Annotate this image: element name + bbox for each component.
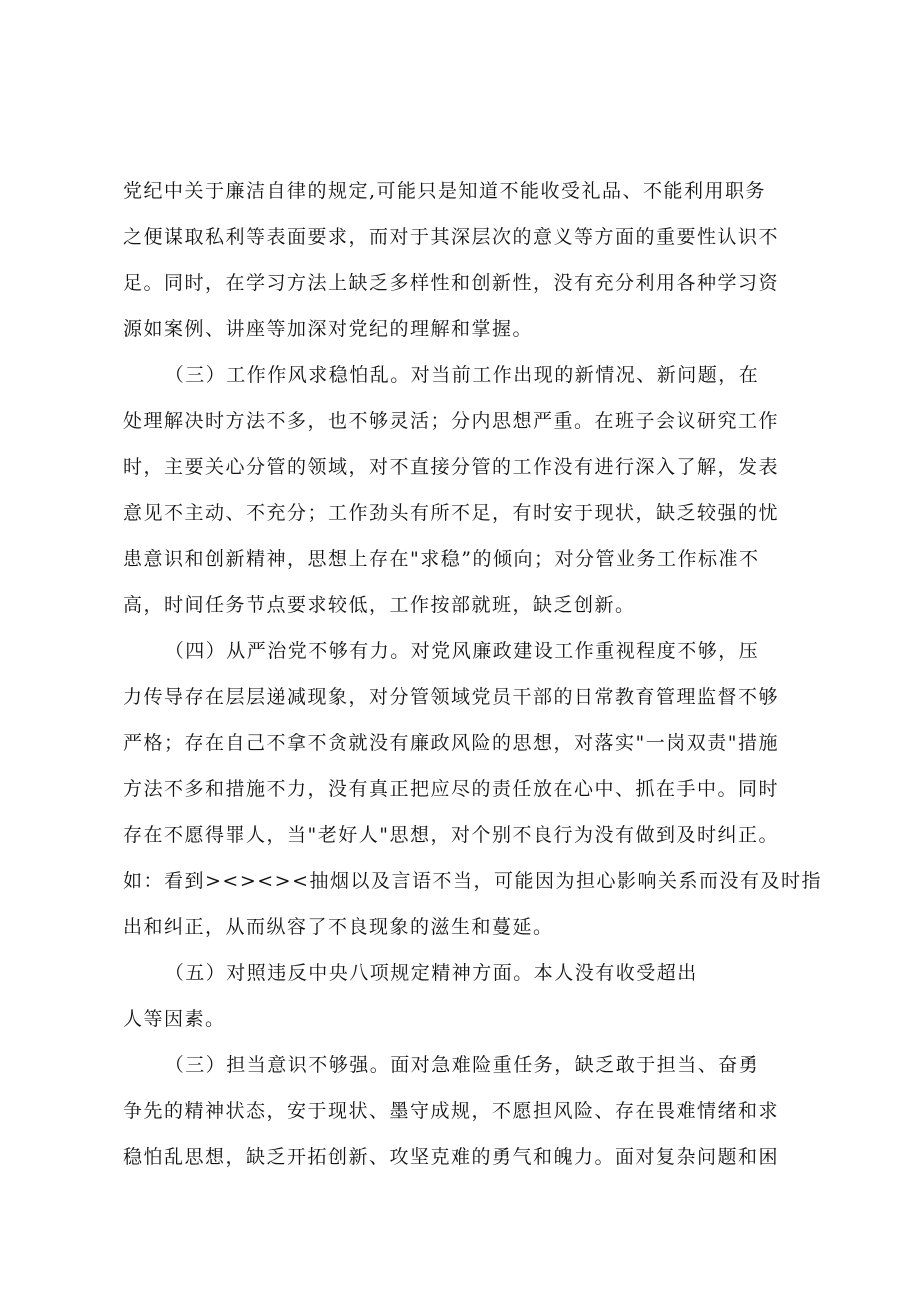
text-line: 方法不多和措施不力，没有真正把应尽的责任放在心中、抓在手中。同时 — [123, 778, 780, 800]
paragraph-eight-regulations — [123, 950, 813, 996]
text-line: 如：看到><><><抽烟以及言语不当，可能因为担心影响关系而没有及时指 — [123, 870, 823, 892]
text-line: 患意识和创新精神，思想上存在"求稳”的倾向；对分管业务工作标准不 — [123, 548, 760, 570]
paragraph-fragment — [123, 996, 813, 1042]
paragraph-work-style — [123, 352, 813, 628]
text-line: （三）工作作风求稳怕乱。对当前工作出现的新情况、新问题，在 — [164, 364, 760, 386]
text-line: 源如案例、讲座等加深对党纪的理解和掌握。 — [123, 318, 534, 340]
text-line: 出和纠正，从而纵容了不良现象的滋生和蔓延。 — [123, 916, 554, 938]
text-line: 存在不愿得罪人，当"老好人"思想，对个别不良行为没有做到及时纠正。 — [123, 824, 779, 846]
text-line: （三）担当意识不够强。面对急难险重任务，缺乏敢于担当、奋勇 — [164, 1054, 760, 1076]
text-line: 高，时间任务节点要求较低，工作按部就班，缺乏创新。 — [123, 594, 636, 616]
paragraph-discipline-awareness — [123, 168, 813, 352]
text-line: 党纪中关于廉洁自律的规定,可能只是知道不能收受礼品、不能利用职务 — [123, 180, 767, 202]
text-line: 力传导存在层层递减现象，对分管领域党员干部的日常教育管理监督不够 — [123, 686, 780, 708]
text-line: 之便谋取私利等表面要求，而对于其深层次的意义等方面的重要性认识不 — [123, 226, 780, 248]
document-body — [123, 168, 823, 1180]
paragraph-party-governance — [123, 628, 823, 950]
text-line: 处理解决时方法不多，也不够灵活；分内思想严重。在班子会议研究工作 — [123, 410, 780, 432]
text-line: （五）对照违反中央八项规定精神方面。本人没有收受超出 — [164, 962, 698, 984]
text-line: 争先的精神状态，安于现状、墨守成规，不愿担风险、存在畏难情绪和求 — [123, 1100, 780, 1122]
text-line: （四）从严治党不够有力。对党风廉政建设工作重视程度不够，压 — [164, 640, 760, 662]
text-line: 严格；存在自己不拿不贪就没有廉政风险的思想，对落实"一岗双责"措施 — [123, 732, 779, 754]
text-line: 时，主要关心分管的领域，对不直接分管的工作没有进行深入了解，发表 — [123, 456, 780, 478]
text-line: 人等因素。 — [123, 1008, 226, 1030]
text-line: 稳怕乱思想，缺乏开拓创新、攻坚克难的勇气和魄力。面对复杂问题和困 — [123, 1146, 780, 1168]
text-line: 意见不主动、不充分；工作劲头有所不足，有时安于现状，缺乏较强的忧 — [123, 502, 780, 524]
paragraph-responsibility — [123, 1042, 813, 1180]
text-line: 足。同时，在学习方法上缺乏多样性和创新性，没有充分利用各种学习资 — [123, 272, 780, 294]
